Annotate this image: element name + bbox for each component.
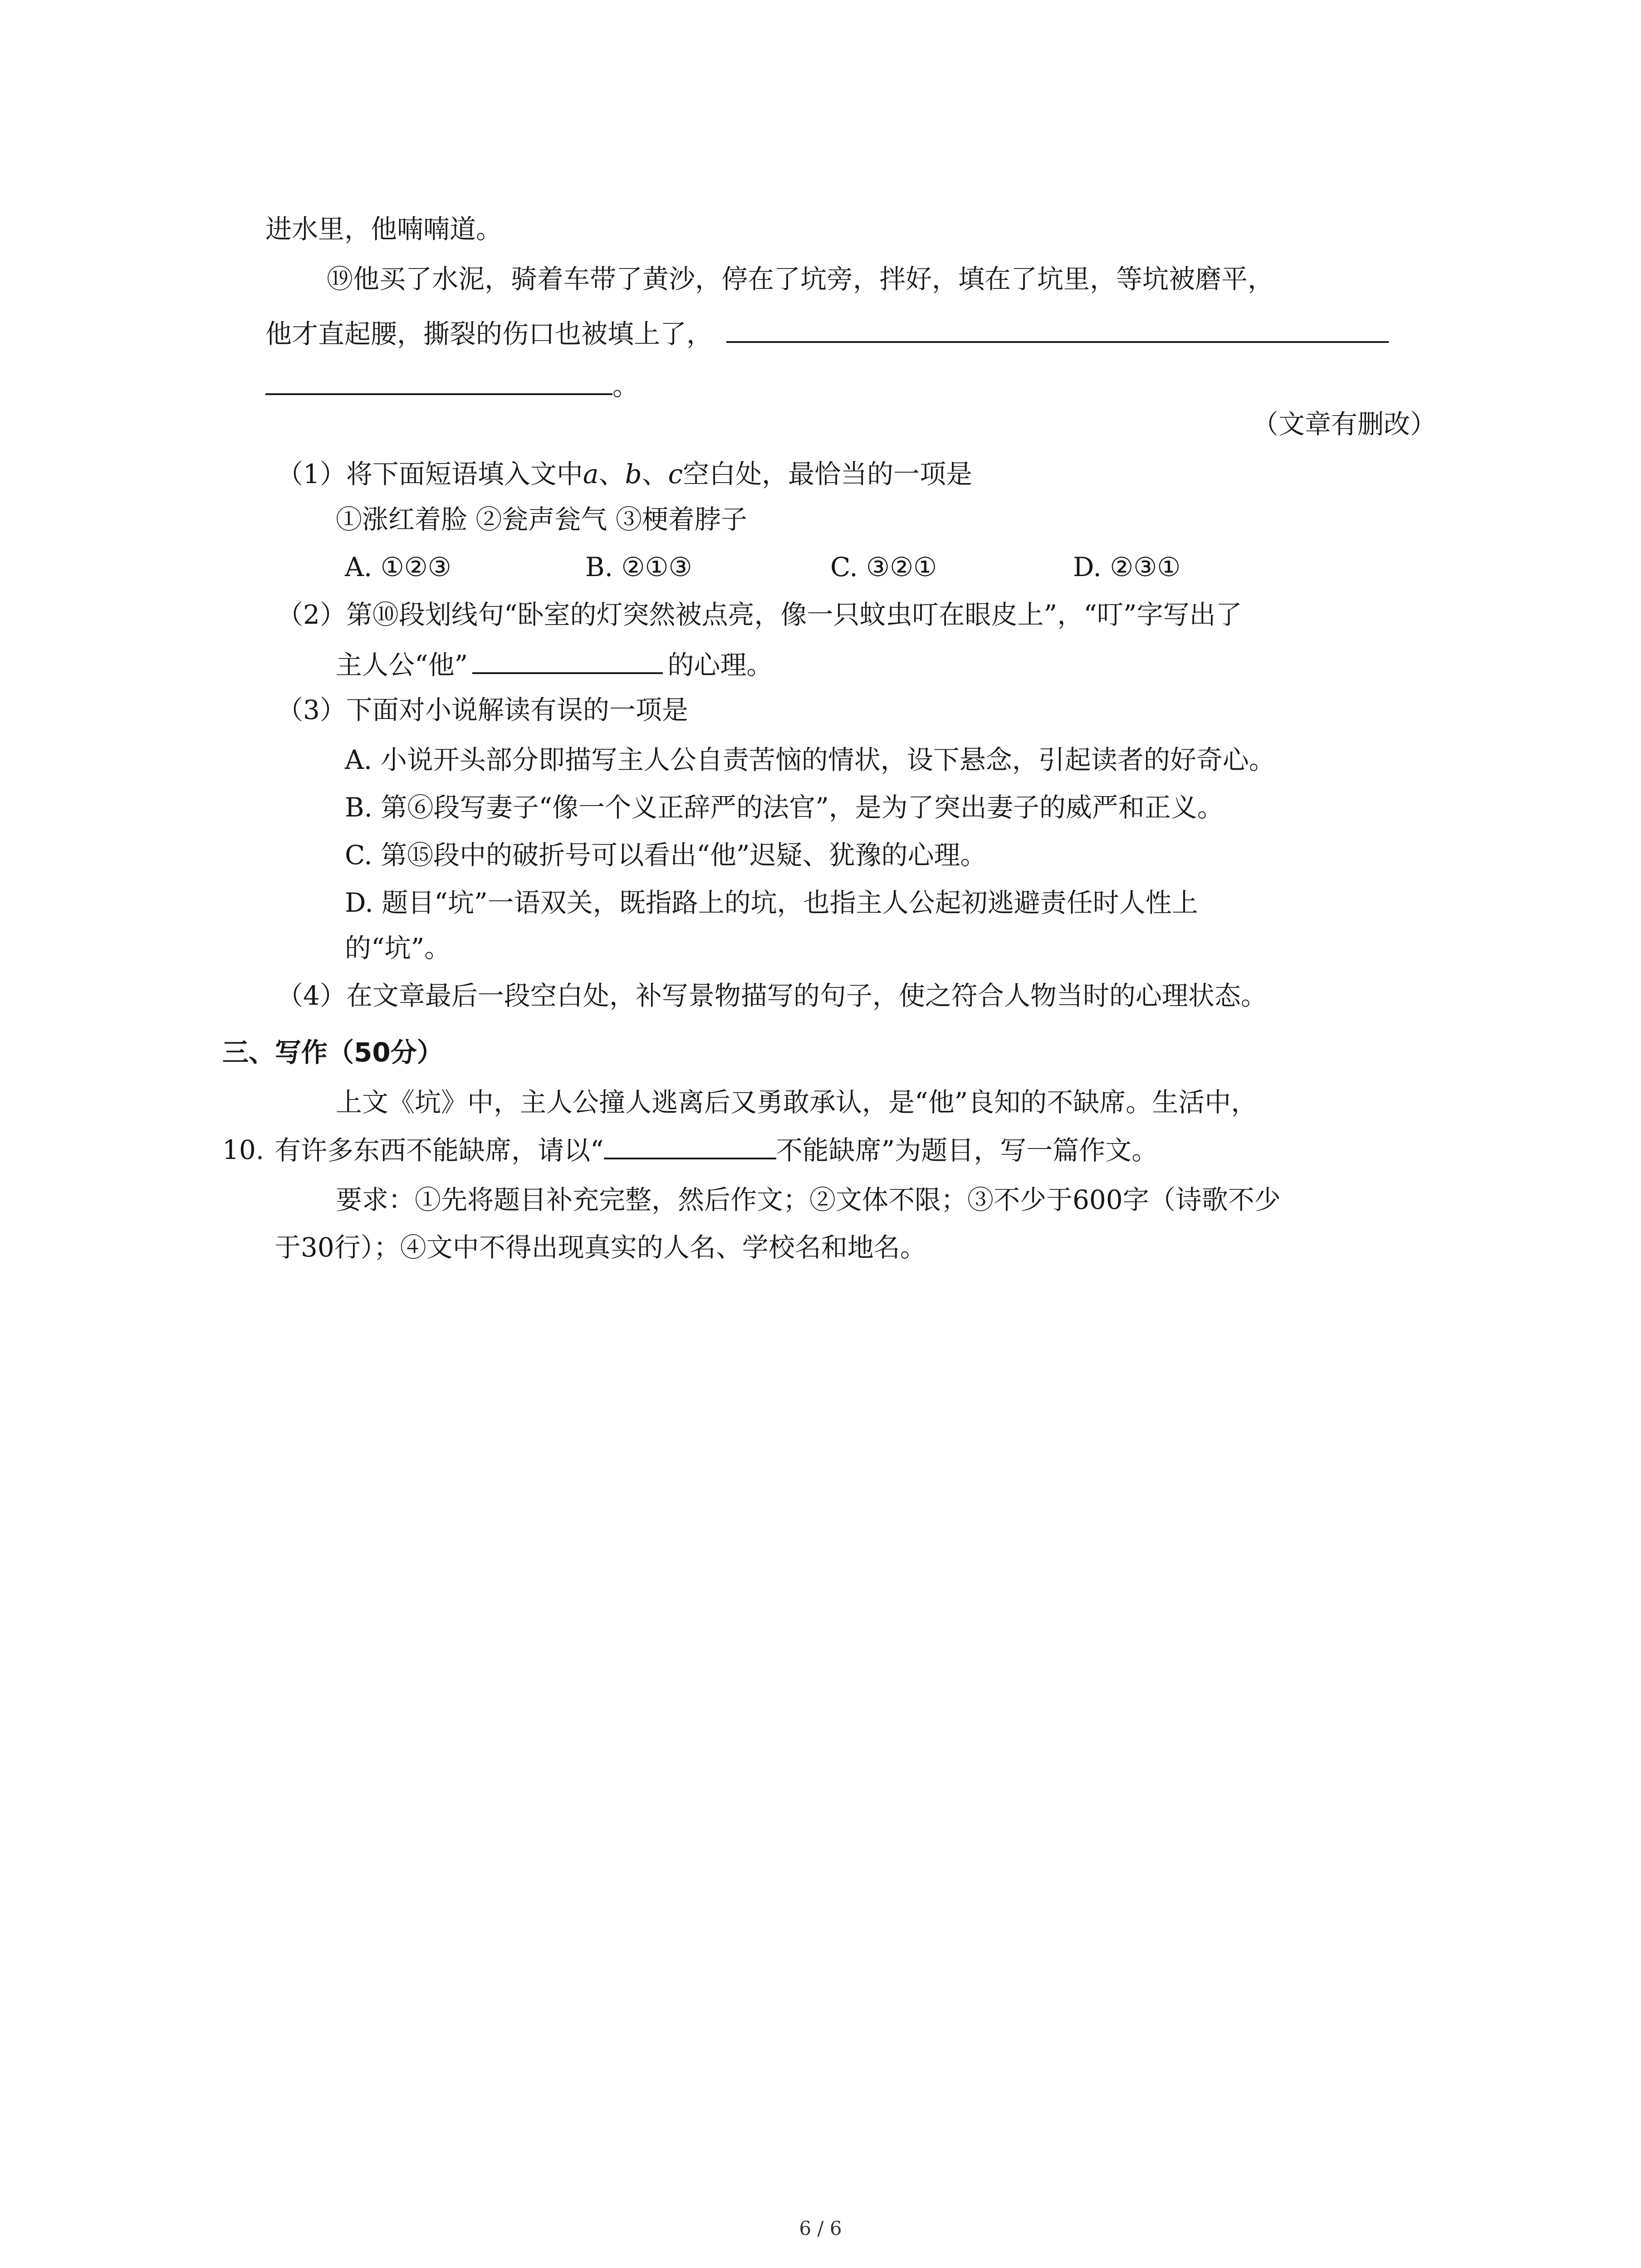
writing-prompt-text: 有许多东西不能缺席，请以“: [274, 1135, 604, 1166]
question-3-option-a: A. 小说开头部分即描写主人公自责苦恼的情状，设下悬念，引起读者的好奇心。: [345, 744, 1275, 775]
var-c: c: [668, 459, 683, 489]
writing-prompt-line2: [274, 1134, 1158, 1166]
writing-prompt-line1: 上文《坑》中，主人公撞人逃离后又勇敢承认，是“他”良知的不缺席。生活中，: [336, 1087, 1258, 1118]
answer-blank[interactable]: [265, 370, 612, 395]
question-1-option-b: B. ②①③: [585, 552, 692, 582]
answer-blank[interactable]: [726, 318, 1389, 343]
question-2-line2: [336, 649, 773, 681]
var-b: b: [625, 459, 642, 489]
var-a: a: [583, 459, 599, 489]
question-1-option-c: C. ③②①: [830, 552, 937, 582]
question-1-stem: [277, 458, 972, 490]
question-number: 10.: [222, 1134, 265, 1165]
story-para19-line3: [265, 370, 639, 402]
story-para19-end: 。: [612, 371, 639, 401]
question-1-phrases: ①涨红着脸 ②瓮声瓮气 ③梗着脖子: [336, 504, 747, 535]
question-3-option-d-line1: D. 题目“坑”一语双关，既指路上的坑，也指主人公起初逃避责任时人性上: [345, 887, 1198, 918]
question-1-stem-text-end: 空白处，最恰当的一项是: [683, 459, 973, 489]
story-para19-text: 他才直起腰，撕裂的伤口也被填上了，: [265, 318, 713, 349]
question-1-option-d: D. ②③①: [1073, 552, 1181, 582]
question-3-option-d-line2: 的“坑”。: [345, 933, 451, 963]
writing-prompt-text-end: 不能缺席”为题目，写一篇作文。: [776, 1135, 1158, 1166]
question-4: （4）在文章最后一段空白处，补写景物描写的句子，使之符合人物当时的心理状态。: [277, 980, 1267, 1011]
page-number: 6 / 6: [799, 2217, 842, 2239]
question-1-stem-text: （1）将下面短语填入文中: [277, 459, 583, 489]
question-1-option-a: A. ①②③: [345, 552, 451, 582]
writing-requirements-line1: 要求：①先将题目补充完整，然后作文；②文体不限；③不少于600字（诗歌不少: [336, 1184, 1281, 1215]
story-line: 进水里，他喃喃道。: [265, 214, 503, 244]
question-2-text: 主人公“他”: [336, 650, 468, 680]
question-2-line1: （2）第⑩段划线句“卧室的灯突然被点亮，像一只蚊虫叮在眼皮上”，“叮”字写出了: [277, 599, 1242, 630]
question-3-option-b: B. 第⑥段写妻子“像一个义正辞严的法官”，是为了突出妻子的威严和正义。: [345, 792, 1224, 823]
question-3-option-c: C. 第⑮段中的破折号可以看出“他”迟疑、犹豫的心理。: [345, 840, 987, 870]
question-3-stem: （3）下面对小说解读有误的一项是: [277, 694, 688, 725]
writing-requirements-line2: 于30行）；④文中不得出现真实的人名、学校名和地名。: [274, 1232, 926, 1263]
section-heading: 三、写作（50分）: [222, 1037, 443, 1068]
story-para19-line1: ⑲他买了水泥，骑着车带了黄沙，停在了坑旁，拌好，填在了坑里，等坑被磨平，: [327, 264, 1274, 294]
separator: 、: [598, 459, 625, 489]
question-2-text-end: 的心理。: [667, 650, 773, 680]
story-para19-line2: [265, 318, 1389, 350]
source-note: （文章有删改）: [1252, 409, 1437, 440]
title-blank[interactable]: [604, 1134, 776, 1159]
separator: 、: [642, 459, 668, 489]
answer-blank[interactable]: [472, 649, 663, 674]
